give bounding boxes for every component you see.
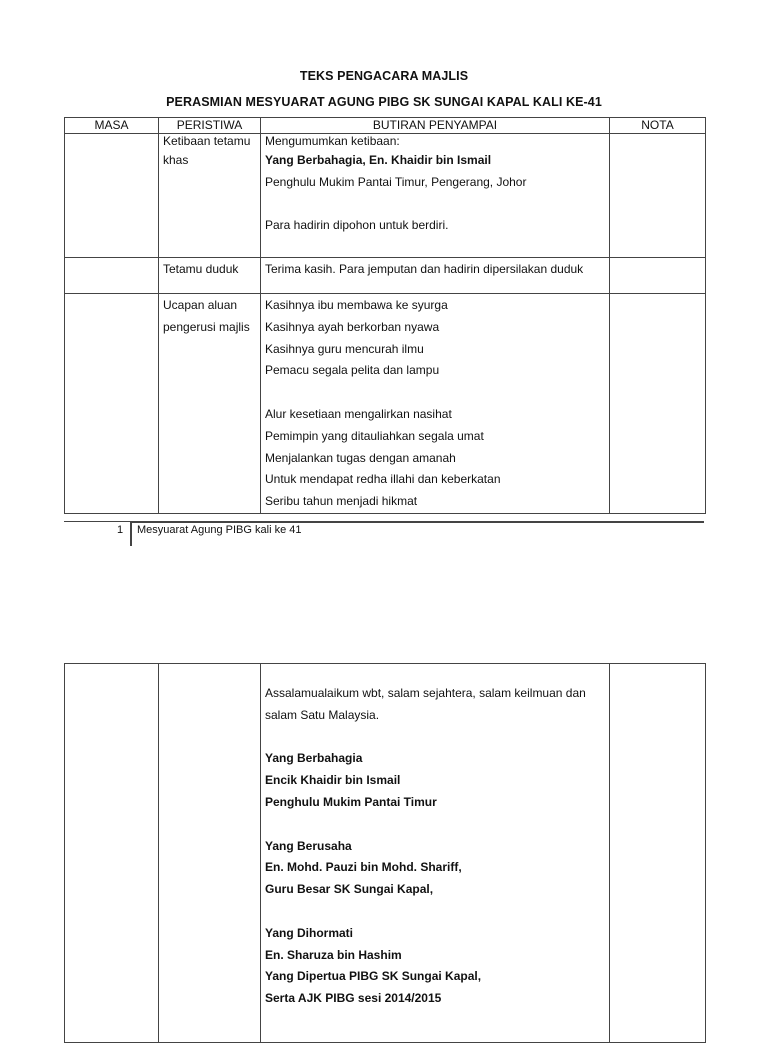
table-row bbox=[65, 258, 706, 294]
butiran-line: Yang Dihormati bbox=[265, 925, 354, 940]
table-header-row bbox=[65, 118, 706, 134]
peristiwa-line: khas bbox=[163, 153, 189, 167]
cell-masa bbox=[65, 258, 159, 294]
butiran-line: Encik Khaidir bin Ismail bbox=[265, 773, 401, 788]
column-header-nota: NOTA bbox=[610, 118, 706, 134]
butiran-line bbox=[265, 194, 605, 216]
butiran-line: Serta AJK PIBG sesi 2014/2015 bbox=[265, 991, 442, 1006]
cell-nota bbox=[610, 664, 706, 1043]
page-number: 1 bbox=[117, 524, 124, 536]
footer-text: Mesyuarat Agung PIBG kali ke 41 bbox=[137, 524, 302, 536]
table-row bbox=[65, 294, 706, 514]
peristiwa-line: Tetamu duduk bbox=[163, 262, 239, 276]
butiran-line bbox=[265, 727, 605, 749]
footer-divider bbox=[130, 522, 132, 546]
cell-butiran bbox=[261, 258, 610, 294]
peristiwa-line: Ketibaan tetamu bbox=[163, 134, 251, 148]
cell-peristiwa bbox=[159, 134, 261, 258]
cell-masa bbox=[65, 664, 159, 1043]
footer-separator bbox=[64, 521, 134, 522]
butiran-line: Assalamualaikum wbt, salam sejahtera, salam keilmuan dan bbox=[265, 686, 586, 700]
butiran-line: Yang Berbahagia, En. Khaidir bin Ismail bbox=[265, 153, 492, 167]
butiran-line: Yang Dipertua PIBG SK Sungai Kapal, bbox=[265, 969, 482, 984]
column-header-masa: MASA bbox=[65, 118, 159, 134]
column-header-peristiwa: PERISTIWA bbox=[159, 118, 261, 134]
cell-nota bbox=[610, 134, 706, 258]
butiran-line: Para hadirin dipohon untuk berdiri. bbox=[265, 218, 449, 233]
cell-peristiwa bbox=[159, 258, 261, 294]
cell-peristiwa bbox=[159, 294, 261, 514]
footer-rule bbox=[132, 521, 704, 523]
butiran-line: Yang Berusaha bbox=[265, 838, 352, 853]
cell-butiran bbox=[261, 294, 610, 514]
butiran-line bbox=[265, 814, 605, 836]
cell-butiran bbox=[261, 664, 610, 1043]
peristiwa-line: pengerusi majlis bbox=[163, 319, 250, 334]
butiran-line: Mengumumkan ketibaan: bbox=[265, 134, 400, 148]
butiran-line: Seribu tahun menjadi hikmat bbox=[265, 494, 418, 509]
butiran-line: En. Sharuza bin Hashim bbox=[265, 947, 402, 962]
butiran-line: salam Satu Malaysia. bbox=[265, 707, 380, 722]
column-header-butiran: BUTIRAN PENYAMPAI bbox=[261, 118, 610, 134]
cell-masa bbox=[65, 134, 159, 258]
butiran-line: Kasihnya ibu membawa ke syurga bbox=[265, 298, 448, 312]
butiran-line: Untuk mendapat redha illahi dan keberkatan bbox=[265, 472, 501, 487]
butiran-line bbox=[265, 382, 605, 404]
table-row bbox=[65, 664, 706, 1043]
butiran-line: Penghulu Mukim Pantai Timur bbox=[265, 794, 437, 809]
butiran-line: Terima kasih. Para jemputan dan hadirin dipersilakan duduk bbox=[265, 262, 584, 276]
butiran-line: Pemacu segala pelita dan lampu bbox=[265, 363, 440, 378]
cell-peristiwa bbox=[159, 664, 261, 1043]
table-row bbox=[65, 134, 706, 258]
butiran-line: Menjalankan tugas dengan amanah bbox=[265, 450, 456, 465]
butiran-line: Kasihnya guru mencurah ilmu bbox=[265, 341, 424, 356]
butiran-line: Yang Berbahagia bbox=[265, 751, 363, 766]
butiran-line bbox=[265, 901, 605, 923]
cell-masa bbox=[65, 294, 159, 514]
peristiwa-line: Ucapan aluan bbox=[163, 298, 238, 312]
document-subtitle: PERASMIAN MESYUARAT AGUNG PIBG SK SUNGAI KAPAL KALI KE-41 bbox=[166, 95, 602, 109]
document-title: TEKS PENGACARA MAJLIS bbox=[299, 69, 469, 83]
butiran-line: Pemimpin yang ditauliahkan segala umat bbox=[265, 428, 484, 443]
program-table bbox=[64, 117, 706, 514]
butiran-line: Guru Besar SK Sungai Kapal, bbox=[265, 882, 434, 897]
butiran-line: Alur kesetiaan mengalirkan nasihat bbox=[265, 406, 452, 421]
cell-nota bbox=[610, 258, 706, 294]
butiran-line: Kasihnya ayah berkorban nyawa bbox=[265, 319, 440, 334]
butiran-line: Penghulu Mukim Pantai Timur, Pengerang, Johor bbox=[265, 174, 527, 189]
program-table-continued bbox=[64, 663, 706, 1043]
cell-nota bbox=[610, 294, 706, 514]
cell-butiran bbox=[261, 134, 610, 258]
butiran-line: En. Mohd. Pauzi bin Mohd. Shariff, bbox=[265, 860, 462, 875]
